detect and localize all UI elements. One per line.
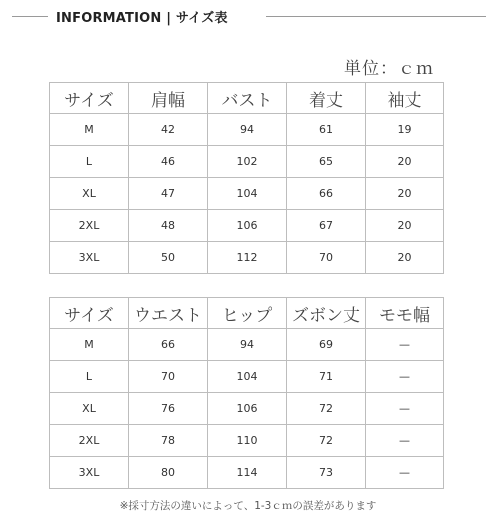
table-row — [50, 329, 444, 361]
table-cell: 20 — [366, 146, 444, 178]
table-cell: 110 — [208, 425, 287, 457]
table-cell: 2XL — [50, 210, 129, 242]
section-header — [0, 6, 496, 28]
table-cell: 69 — [287, 329, 366, 361]
table-row — [50, 114, 444, 146]
table-row — [50, 146, 444, 178]
table-cell: 42 — [129, 114, 208, 146]
column-header-shoulder: 肩幅 — [129, 83, 208, 114]
table-cell: 50 — [129, 242, 208, 274]
table-cell: 3XL — [50, 457, 129, 489]
table-cell: 78 — [129, 425, 208, 457]
table-cell: L — [50, 146, 129, 178]
measurement-footnote: ※採寸方法の違いによって、1-3ｃｍの誤差があります — [119, 500, 377, 512]
table-cell: 66 — [129, 329, 208, 361]
table-cell: 67 — [287, 210, 366, 242]
table-cell: 66 — [287, 178, 366, 210]
header-rule-right — [266, 16, 486, 17]
header-rule-left — [12, 16, 48, 17]
table-cell: 2XL — [50, 425, 129, 457]
table-cell: 70 — [129, 361, 208, 393]
table-cell: 102 — [208, 146, 287, 178]
column-header-thigh: モモ幅 — [366, 298, 444, 329]
table-cell: 73 — [287, 457, 366, 489]
table-row — [50, 210, 444, 242]
table-cell: 112 — [208, 242, 287, 274]
table-cell: M — [50, 329, 129, 361]
table-cell: 114 — [208, 457, 287, 489]
table-header-row — [50, 83, 444, 114]
table-cell: 71 — [287, 361, 366, 393]
unit-label: 単位：ｃｍ — [344, 59, 434, 79]
column-header-sleeve: 袖丈 — [366, 83, 444, 114]
table-cell: 94 — [208, 329, 287, 361]
table-cell: 3XL — [50, 242, 129, 274]
table-cell: 65 — [287, 146, 366, 178]
table-cell: XL — [50, 393, 129, 425]
table-row — [50, 457, 444, 489]
table-cell: — — [366, 329, 444, 361]
column-header-bust: バスト — [208, 83, 287, 114]
table-cell: M — [50, 114, 129, 146]
table-cell: 106 — [208, 210, 287, 242]
table-cell: L — [50, 361, 129, 393]
table-cell: 94 — [208, 114, 287, 146]
section-title: INFORMATION | サイズ表 — [56, 11, 228, 26]
table-cell: 20 — [366, 210, 444, 242]
table-cell: 72 — [287, 425, 366, 457]
table-cell: 61 — [287, 114, 366, 146]
table-cell: — — [366, 457, 444, 489]
table-row — [50, 178, 444, 210]
table-cell: 20 — [366, 242, 444, 274]
bottom-size-table — [49, 297, 444, 489]
column-header-waist: ウエスト — [129, 298, 208, 329]
column-header-hip: ヒップ — [208, 298, 287, 329]
table-cell: 80 — [129, 457, 208, 489]
table-cell: — — [366, 393, 444, 425]
table-cell: — — [366, 425, 444, 457]
table-cell: 47 — [129, 178, 208, 210]
table-cell: 20 — [366, 178, 444, 210]
column-header-size: サイズ — [50, 298, 129, 329]
table-row — [50, 393, 444, 425]
table-cell: 72 — [287, 393, 366, 425]
table-cell: 46 — [129, 146, 208, 178]
table-row — [50, 425, 444, 457]
table-cell: 106 — [208, 393, 287, 425]
column-header-length: 着丈 — [287, 83, 366, 114]
table-cell: 76 — [129, 393, 208, 425]
table-row — [50, 242, 444, 274]
table-row — [50, 361, 444, 393]
column-header-pants-length: ズボン丈 — [287, 298, 366, 329]
table-cell: 48 — [129, 210, 208, 242]
table-cell: 104 — [208, 361, 287, 393]
column-header-size: サイズ — [50, 83, 129, 114]
table-cell: 104 — [208, 178, 287, 210]
table-cell: XL — [50, 178, 129, 210]
table-cell: 70 — [287, 242, 366, 274]
top-size-table — [49, 82, 444, 274]
table-header-row — [50, 298, 444, 329]
table-cell: — — [366, 361, 444, 393]
table-cell: 19 — [366, 114, 444, 146]
